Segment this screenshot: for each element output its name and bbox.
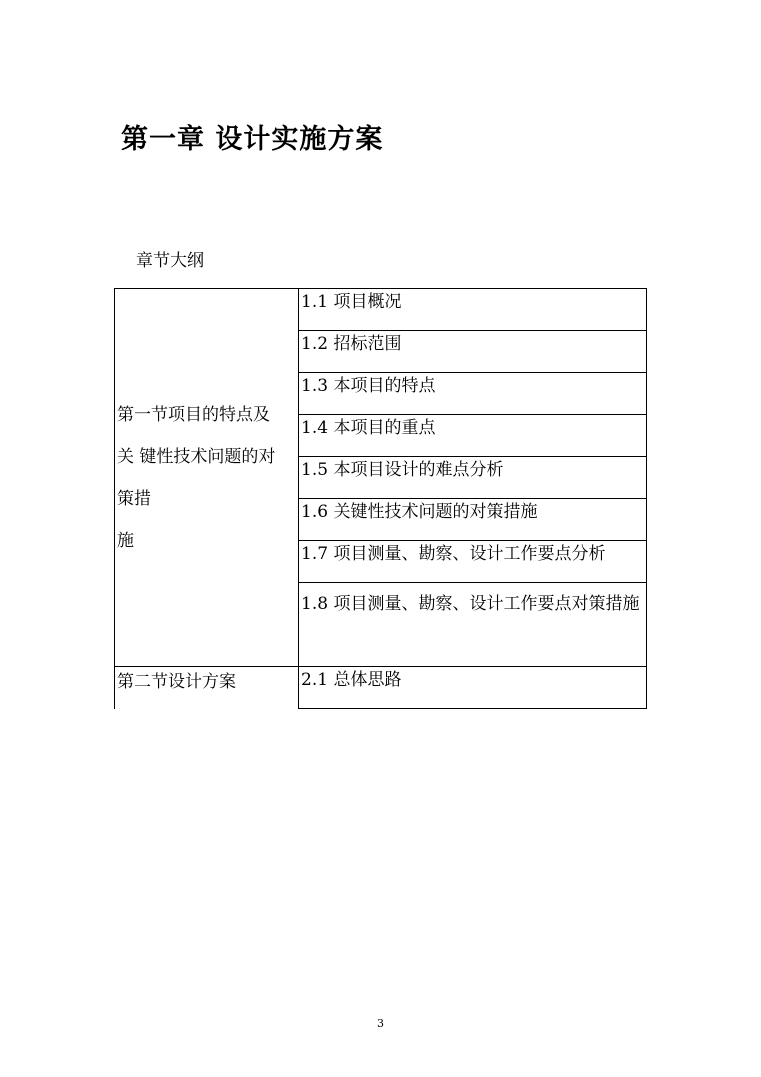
- outline-item: 1.7 项目测量、勘察、设计工作要点分析: [299, 541, 647, 583]
- section-title-line: 第一节项目的特点及: [117, 404, 270, 425]
- outline-heading: 章节大纲: [136, 251, 204, 271]
- section-title-line: 施: [117, 530, 134, 551]
- outline-item: 1.4 本项目的重点: [299, 415, 647, 457]
- chapter-title: 第一章 设计实施方案: [121, 124, 384, 155]
- outline-table: [114, 288, 647, 709]
- section-title-line: 第二节设计方案: [117, 672, 236, 692]
- outline-item: 2.1 总体思路: [299, 667, 647, 709]
- outline-item: 1.5 本项目设计的难点分析: [299, 457, 647, 499]
- outline-item: 1.6 关键性技术问题的对策措施: [299, 499, 647, 541]
- table-row: [115, 667, 647, 709]
- outline-item: 1.3 本项目的特点: [299, 373, 647, 415]
- outline-item: 1.2 招标范围: [299, 331, 647, 373]
- section-title-line: 关 键性技术问题的对: [117, 446, 276, 467]
- section-title-line: 策措: [117, 488, 151, 509]
- outline-item: 1.1 项目概况: [299, 289, 647, 331]
- section-title-cell: [115, 289, 299, 667]
- section-title-cell: [115, 667, 299, 709]
- page-number: 3: [377, 1017, 384, 1030]
- outline-item: 1.8 项目测量、勘察、设计工作要点对策措施: [299, 583, 647, 667]
- table-row: [115, 289, 647, 331]
